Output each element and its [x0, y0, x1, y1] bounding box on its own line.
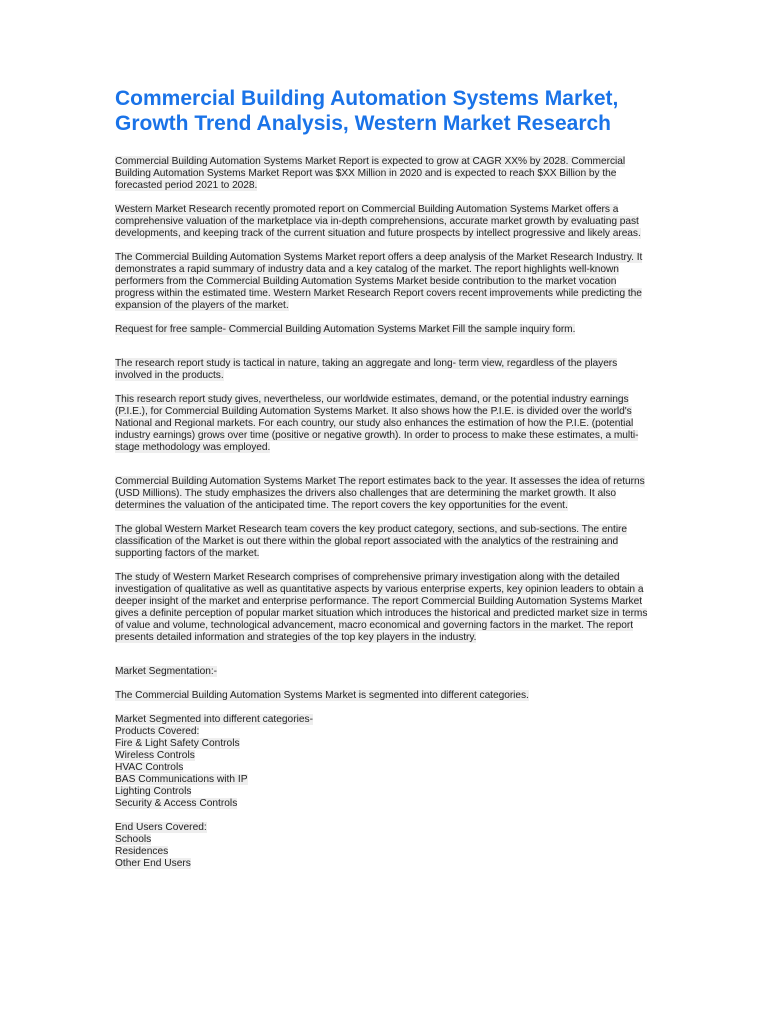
list-item: Fire & Light Safety Controls — [115, 738, 240, 749]
end-users-heading: End Users Covered: — [115, 822, 207, 833]
document-page — [115, 86, 655, 882]
document-title: Commercial Building Automation Systems Market, Growth Trend Analysis, Western Market Research — [115, 87, 619, 135]
list-item: Security & Access Controls — [115, 798, 238, 809]
list-item: Other End Users — [115, 858, 191, 869]
list-item: Residences — [115, 846, 169, 857]
paragraph-tactical: The research report study is tactical in nature, taking an aggregate and long- term view, regardless of the players involved in the products. — [115, 358, 618, 381]
paragraph-pie: This research report study gives, nevertheless, our worldwide estimates, demand, or the potential industry earnings (P.I.E.), for Commercial Building Automation Systems Market. It also shows how the P.I.E. is divided over the world's National and Regional markets. For each country, our study also enhances the estimation of how the P.I.E. (potential industry earnings) grows over time (positive or negative growth). In order to process to make these estimates, a multi-stage methodology was employed. — [115, 394, 639, 453]
paragraph-cagr: Commercial Building Automation Systems Market Report is expected to grow at CAGR XX% by 2028. Commercial Building Automation Systems Market Report was $XX Million in 2020 and is expected to reach $XX Billion by the forecasted period 2021 to 2028. — [115, 156, 626, 191]
products-heading: Products Covered: — [115, 726, 200, 737]
list-item: Wireless Controls — [115, 750, 195, 761]
list-item: Schools — [115, 834, 152, 845]
paragraph-global-team: The global Western Market Research team covers the key product category, sections, and sub-sections. The entire classification of the Market is out there within the global report associated with the analytics of the restraining and supporting factors of the market. — [115, 524, 628, 559]
end-users-list — [115, 822, 655, 870]
list-item: BAS Communications with IP — [115, 774, 248, 785]
paragraph-valuation: Western Market Research recently promoted report on Commercial Building Automation Systems Market offers a comprehensive valuation of the marketplace via in-depth comprehensions, accurate market growth by evaluating past developments, and keeping track of the current situation and future prospects by intellect progressive and likely areas. — [115, 204, 641, 239]
segmentation-intro: The Commercial Building Automation Systems Market is segmented into different categories. — [115, 690, 529, 701]
list-item: HVAC Controls — [115, 762, 184, 773]
paragraph-sample-request: Request for free sample- Commercial Building Automation Systems Market Fill the sample inquiry form. — [115, 324, 576, 335]
paragraph-study: The study of Western Market Research comprises of comprehensive primary investigation along with the detailed investigation of qualitative as well as quantitative aspects by various enterprise experts, key opinion leaders to obtain a deeper insight of the market and enterprise performance. The report Commercial Building Automation Systems Market gives a definite perception of popular market situation which introduces the historical and predicted market size in terms of value and volume, technological advancement, macro economical and governing factors in the market. The report presents detailed information and strategies of the top key players in the industry. — [115, 572, 648, 643]
products-list — [115, 714, 655, 810]
list-item: Lighting Controls — [115, 786, 192, 797]
segmentation-heading: Market Segmentation:- — [115, 666, 218, 677]
paragraph-deep-analysis: The Commercial Building Automation Systems Market report offers a deep analysis of the Market Research Industry. It demonstrates a rapid summary of industry data and a key catalog of the market. The report highlights well-known performers from the Commercial Building Automation Systems Market beside contribution to the market vocation progress within the estimated time. Western Market Research Report covers recent improvements while predicting the expansion of the players of the market. — [115, 252, 643, 311]
paragraph-returns: Commercial Building Automation Systems Market The report estimates back to the year. It assesses the idea of returns (USD Millions). The study emphasizes the drivers also challenges that are determining the market growth. It also determines the valuation of the anticipated time. The report covers the key opportunities for the event. — [115, 476, 645, 511]
categories-heading: Market Segmented into different categories- — [115, 714, 314, 725]
